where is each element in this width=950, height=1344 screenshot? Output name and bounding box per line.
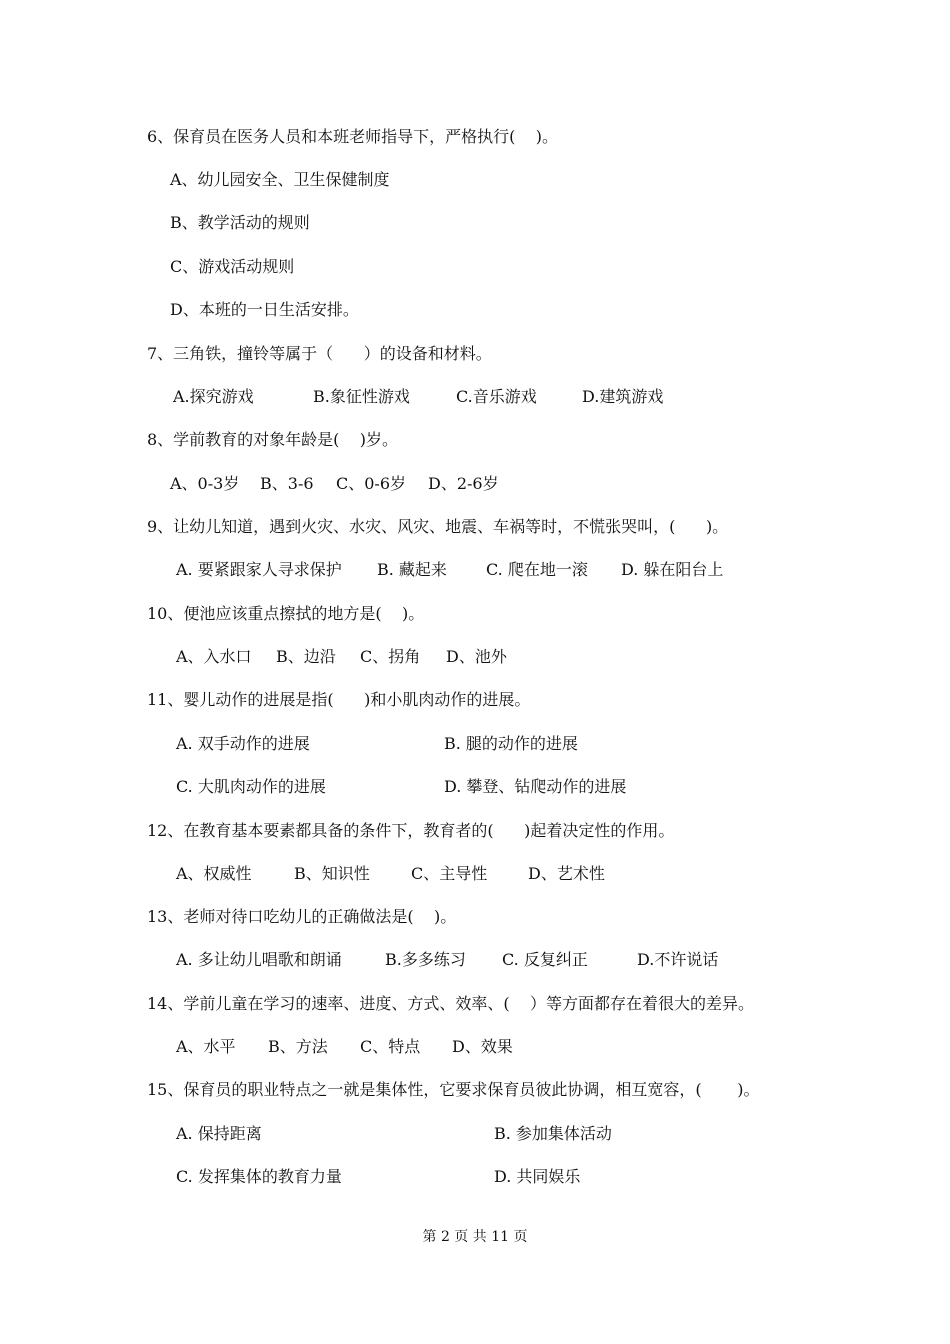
question-6-option-d: D、本班的一日生活安排。 xyxy=(170,300,359,319)
question-14-option-c: C、特点 xyxy=(360,1037,421,1056)
question-7-stem: 7、三角铁，撞铃等属于（ ）的设备和材料。 xyxy=(147,344,492,363)
question-15-stem: 15、保育员的职业特点之一就是集体性，它要求保育员彼此协调，相互宽容，( )。 xyxy=(147,1080,760,1099)
question-6-stem: 6、保育员在医务人员和本班老师指导下，严格执行( )。 xyxy=(147,127,559,146)
question-7-option-d: D.建筑游戏 xyxy=(582,387,664,406)
page-footer: 第 2 页 共 11 页 xyxy=(422,1229,528,1245)
question-9-option-a: A. 要紧跟家人寻求保护 xyxy=(176,560,342,579)
question-11-option-b: B. 腿的动作的进展 xyxy=(444,734,578,753)
question-14-option-a: A、水平 xyxy=(176,1037,236,1056)
question-14-option-b: B、方法 xyxy=(268,1037,328,1056)
question-8-option-c: C、0-6岁 xyxy=(336,474,407,493)
question-12-option-a: A、权威性 xyxy=(176,864,252,883)
question-12-option-b: B、知识性 xyxy=(294,864,370,883)
question-8-option-a: A、0-3岁 xyxy=(170,474,240,493)
question-11-stem: 11、婴儿动作的进展是指( )和小肌肉动作的进展。 xyxy=(147,690,531,709)
question-10-option-b: B、边沿 xyxy=(276,647,336,666)
question-14-stem: 14、学前儿童在学习的速率、进度、方式、效率、( ）等方面都存在着很大的差异。 xyxy=(147,994,754,1013)
question-11-option-d: D. 攀登、钻爬动作的进展 xyxy=(444,777,627,796)
question-10-option-a: A、入水口 xyxy=(176,647,252,666)
question-15-option-d: D. 共同娱乐 xyxy=(494,1167,581,1186)
question-12-stem: 12、在教育基本要素都具备的条件下，教育者的( )起着决定性的作用。 xyxy=(147,821,675,840)
question-13-option-c: C. 反复纠正 xyxy=(502,950,588,969)
question-13-option-b: B.多多练习 xyxy=(385,950,466,969)
question-13-stem: 13、老师对待口吃幼儿的正确做法是( )。 xyxy=(147,907,457,926)
question-7-option-a: A.探究游戏 xyxy=(173,387,254,406)
question-9-stem: 9、让幼儿知道，遇到火灾、水灾、风灾、地震、车祸等时，不慌张哭叫，( )。 xyxy=(147,517,729,536)
question-6-option-a: A、幼儿园安全、卫生保健制度 xyxy=(170,170,390,189)
question-13-option-a: A. 多让幼儿唱歌和朗诵 xyxy=(176,950,342,969)
question-11-option-c: C. 大肌肉动作的进展 xyxy=(176,777,326,796)
question-9-option-c: C. 爬在地一滚 xyxy=(486,560,588,579)
question-15-option-b: B. 参加集体活动 xyxy=(494,1124,612,1143)
question-11-option-a: A. 双手动作的进展 xyxy=(176,734,310,753)
question-8-option-b: B、3-6 xyxy=(260,474,314,493)
question-13-option-d: D.不许说话 xyxy=(637,950,719,969)
question-9-option-d: D. 躲在阳台上 xyxy=(621,560,724,579)
question-6-option-b: B、教学活动的规则 xyxy=(170,213,310,232)
question-8-option-d: D、2-6岁 xyxy=(428,474,499,493)
question-8-stem: 8、学前教育的对象年龄是( )岁。 xyxy=(147,430,399,449)
question-7-option-b: B.象征性游戏 xyxy=(313,387,410,406)
question-14-option-d: D、效果 xyxy=(452,1037,513,1056)
question-10-option-c: C、拐角 xyxy=(360,647,421,666)
question-12-option-d: D、艺术性 xyxy=(528,864,605,883)
question-9-option-b: B. 藏起来 xyxy=(377,560,447,579)
question-6-option-c: C、游戏活动规则 xyxy=(170,257,295,276)
question-10-option-d: D、池外 xyxy=(446,647,507,666)
question-12-option-c: C、主导性 xyxy=(411,864,488,883)
question-7-option-c: C.音乐游戏 xyxy=(456,387,537,406)
question-15-option-a: A. 保持距离 xyxy=(176,1124,262,1143)
question-10-stem: 10、便池应该重点擦拭的地方是( )。 xyxy=(147,604,425,623)
question-15-option-c: C. 发挥集体的教育力量 xyxy=(176,1167,342,1186)
